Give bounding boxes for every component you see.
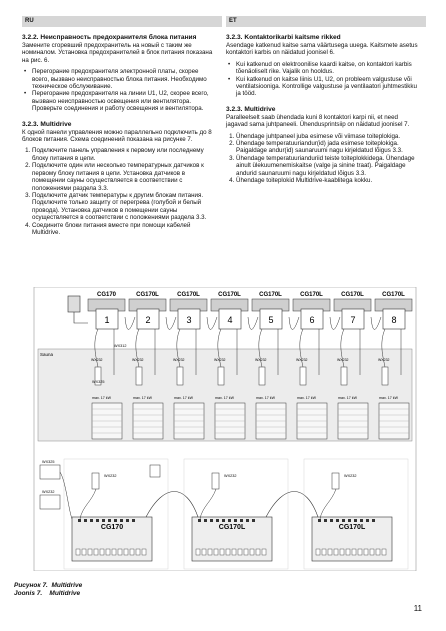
- cable-label-wx325: WX325: [92, 380, 105, 384]
- connector-pin: [120, 519, 123, 522]
- cable-label-wx232: WX232: [378, 358, 390, 362]
- section-title-fuse: 3.2.2. Неисправность предохранителя блока питания: [22, 34, 197, 41]
- multidrive-cable: [125, 317, 135, 330]
- heater-power-label: max. 17 kW: [174, 396, 193, 400]
- terminal-block: [370, 549, 374, 555]
- cable-label-wx232: WX232: [255, 358, 267, 362]
- unit-model-label: CG170L: [177, 292, 200, 298]
- cable-label-wx232: WX232: [173, 358, 185, 362]
- connector-pin: [84, 519, 87, 522]
- terminal-block: [376, 549, 380, 555]
- terminal-block: [358, 549, 362, 555]
- cable-label-wx312: WX312: [114, 344, 127, 348]
- unit-model-label: CG170: [96, 292, 117, 298]
- connector-pin: [372, 519, 375, 522]
- unit-model-label: CG170L: [218, 292, 241, 298]
- list-item: 4. Ühendage toiteplokid Multidrive-kaablitega kokku.: [236, 177, 420, 184]
- connector-pin: [324, 519, 327, 522]
- multidrive-cable: [330, 317, 340, 330]
- connector-pin: [228, 519, 231, 522]
- list-item: 2. Ühendage temperatuuriandur(id) jada esimese toiteplokiga. Paigaldage andur(id) saunaruumi nagu kirjeldatud lõigus 3.3.: [236, 140, 420, 155]
- unit-number: 2: [145, 315, 151, 325]
- caption-label-ru: Рисунок 7.: [14, 582, 48, 589]
- unit-model-label: CG170L: [382, 292, 405, 298]
- terminal-block: [130, 549, 134, 555]
- multidrive-cable: [146, 492, 198, 518]
- connector-pin: [198, 519, 201, 522]
- connector-pin: [240, 519, 243, 522]
- connector-pin: [222, 519, 225, 522]
- connector-pin: [342, 519, 345, 522]
- terminal-block: [334, 549, 338, 555]
- temperature-sensor: [382, 367, 388, 385]
- connector-pin: [78, 519, 81, 522]
- terminal-block: [142, 549, 146, 555]
- terminal-block: [244, 549, 248, 555]
- terminal-block: [196, 549, 200, 555]
- unit-model-label: CG170L: [300, 292, 323, 298]
- cable-label-wx232: WX232: [132, 358, 144, 362]
- connector-pin: [204, 519, 207, 522]
- terminal-block: [226, 549, 230, 555]
- list-item: 1. Ühendage juhtpaneel juba esimese või viimase toiteplokiga.: [236, 133, 420, 140]
- list-item: 3. Ühendage temperatuurianduriid teiste toiteplokkidega. Ühendage ainult ülekuumenemiskaitse (valge ja sinine traat). Paigaldage andurid saunaruumi nagu kirjeldatud lõigus 3.3.: [236, 155, 420, 177]
- section-title-multidrive: 3.2.3. Multidrive: [22, 120, 72, 128]
- connector-pin: [348, 519, 351, 522]
- heater-power-label: max. 17 kW: [379, 396, 398, 400]
- sensor-cable: [80, 489, 96, 519]
- unit-number: 1: [104, 315, 110, 325]
- connector-pin: [96, 519, 99, 522]
- column-ru: [22, 34, 216, 236]
- cable-label-wx232: WX232: [214, 358, 226, 362]
- temperature-sensor: [218, 367, 224, 385]
- terminal-block: [382, 549, 386, 555]
- terminal-block: [364, 549, 368, 555]
- lang-tag-ru: RU: [25, 18, 34, 24]
- multidrive-cable: [371, 317, 381, 330]
- cable-label-wx232: WX232: [104, 474, 117, 478]
- terminal-block: [136, 549, 140, 555]
- steps-list-multidrive: [226, 133, 420, 185]
- list-item: 2. Подключите один или несколько температурных датчиков к первому блоку питания в цепи. Установка датчиков в помещении сауны осуществляется в соответствии с положениями раздела 3.3.: [32, 162, 216, 192]
- heater-power-label: max. 17 kW: [338, 396, 357, 400]
- terminal-block: [250, 549, 254, 555]
- terminal-block: [328, 549, 332, 555]
- column-et: [226, 34, 420, 185]
- list-item: • Перегорание предохранителя на линии U1, U2, скорее всего, вызвано неисправностью освещения или вентилятора. Проверьте соединения и работу освещения и вентилятора.: [32, 90, 216, 112]
- connector-pin: [108, 519, 111, 522]
- terminal-block: [346, 549, 350, 555]
- connector-pin: [210, 519, 213, 522]
- terminal-block: [106, 549, 110, 555]
- terminal-block: [220, 549, 224, 555]
- caption-label-et: Joonis 7.: [14, 590, 43, 597]
- unit-model-label: CG170L: [136, 292, 159, 298]
- cable-label-wx325: WX325: [42, 460, 55, 464]
- terminal-block: [256, 549, 260, 555]
- cable-label-wx232: WX232: [296, 358, 308, 362]
- section-title-fuse: 3.2.3. Kontaktorikarbi kaitsme rikked: [226, 34, 341, 41]
- section-paragraph-fuse: Asendage katkenud kaitse sama väärtusega uuega. Kaitsmete asetus kontaktori karbis on näidatud joonisel 6.: [226, 42, 418, 57]
- list-item: • Kui katkenud on kaitse liinis U1, U2, on probleem valgustuse või ventilatsiooniga. Kontrollige valgustuse ja ventilaatori juhtmestikku ja tööd.: [236, 76, 420, 98]
- heater-power-label: max. 17 kW: [92, 396, 111, 400]
- connector-pin: [246, 519, 249, 522]
- connector-pin: [114, 519, 117, 522]
- page-number: 11: [413, 604, 422, 613]
- unit-number: 4: [227, 315, 233, 325]
- terminal-block: [322, 549, 326, 555]
- unit-model-label: CG170L: [259, 292, 282, 298]
- cable-label-wx232: WX232: [224, 474, 237, 478]
- section-paragraph-multidrive: К одной панели управления можно параллельно подключить до 8 блоков питания. Схема соединений показана на рисунке 7.: [22, 128, 212, 144]
- control-panel-detail: [40, 465, 60, 479]
- heater-power-label: max. 17 kW: [133, 396, 152, 400]
- terminal-block: [88, 549, 92, 555]
- lang-header-ru: [22, 16, 222, 27]
- lang-header-et: [226, 16, 426, 27]
- terminal-block: [100, 549, 104, 555]
- terminal-block: [352, 549, 356, 555]
- lang-tag-et: ET: [229, 18, 237, 24]
- figure-caption: [14, 582, 82, 598]
- sensor-detail: [332, 473, 339, 489]
- terminal-block: [76, 549, 80, 555]
- multidrive-cable: [289, 317, 299, 330]
- connector-pin: [360, 519, 363, 522]
- multidrive-cable: [166, 317, 176, 330]
- unit-number: 8: [391, 315, 397, 325]
- steps-list-multidrive: [22, 147, 216, 236]
- heater-power-label: max. 17 kW: [297, 396, 316, 400]
- cable-label-wx232: WX232: [344, 474, 357, 478]
- list-item: 1. Подключите панель управления к первому или последнему блоку питания в цепи.: [32, 147, 216, 162]
- list-item: 3. Подключите датчик температуры к другим блокам питания. Подключите только защиту от перегрева (голубой и белый провода). Установка датчиков в помещении сауны осуществляется в соответствии с положениями раздела 3.3.: [32, 192, 216, 222]
- connector-pin: [234, 519, 237, 522]
- sensor-cable: [200, 489, 216, 519]
- terminal-block: [232, 549, 236, 555]
- temperature-sensor: [300, 367, 306, 385]
- sauna-label: Sauna: [40, 352, 54, 357]
- connector-pin: [354, 519, 357, 522]
- temperature-sensor: [136, 367, 142, 385]
- unit-number: 5: [268, 315, 274, 325]
- multidrive-diagram-svg: [30, 287, 418, 571]
- terminal-block: [208, 549, 212, 555]
- temperature-sensor: [341, 367, 347, 385]
- connector-pin: [336, 519, 339, 522]
- list-item: • Kui katkenud on elektroonilise kaardi kaitse, on kontaktori karbis tõenäoliselt rike. Vajalik on hooldus.: [236, 61, 420, 76]
- terminal-block: [202, 549, 206, 555]
- multidrive-cable: [266, 492, 318, 518]
- terminal-block: [316, 549, 320, 555]
- terminal-block: [124, 549, 128, 555]
- terminal-block: [262, 549, 266, 555]
- connector-pin: [330, 519, 333, 522]
- terminal-block: [94, 549, 98, 555]
- heater-power-label: max. 17 kW: [256, 396, 275, 400]
- unit-number: 6: [309, 315, 315, 325]
- caption-text-et: Multidrive: [49, 590, 81, 597]
- control-panel: [68, 296, 80, 312]
- unit-model-label: CG170L: [341, 292, 364, 298]
- board-model-label: CG170L: [338, 524, 366, 531]
- heater-power-label: max. 17 kW: [215, 396, 234, 400]
- connector-pin: [102, 519, 105, 522]
- unit-number: 3: [186, 315, 192, 325]
- bullet-list-fuse: [22, 68, 216, 112]
- sensor-detail: [92, 473, 99, 489]
- temperature-sensor: [259, 367, 265, 385]
- terminal-block: [340, 549, 344, 555]
- bullet-list-fuse: [226, 61, 420, 98]
- connector-pin: [126, 519, 129, 522]
- section-paragraph-fuse: Замените сгоревший предохранитель на новый с таким же номиналом. Установка предохранителей в блок питания показана на рис. 6.: [22, 42, 213, 64]
- sensor-cable: [320, 489, 336, 519]
- terminal-block: [112, 549, 116, 555]
- overheat-sensor: [150, 465, 160, 477]
- sensor-detail: [212, 473, 219, 489]
- list-item: 4. Соедините блоки питания вместе при помощи кабелей Multidrive.: [32, 222, 216, 237]
- sensor-box-detail: [40, 495, 60, 509]
- terminal-block: [214, 549, 218, 555]
- cable-label-wx232: WX232: [337, 358, 349, 362]
- board-model-label: CG170: [100, 524, 124, 531]
- control-cable: [74, 312, 88, 323]
- connector-pin: [132, 519, 135, 522]
- connector-pin: [366, 519, 369, 522]
- multidrive-cable: [248, 317, 258, 330]
- control-cable: [60, 472, 72, 519]
- connector-pin: [216, 519, 219, 522]
- terminal-block: [118, 549, 122, 555]
- unit-number: 7: [350, 315, 356, 325]
- section-title-multidrive: 3.2.3. Multidrive: [226, 105, 276, 113]
- cable-label-wx232: WX232: [91, 358, 103, 362]
- cable-label-wx232: WX232: [42, 490, 55, 494]
- caption-text-ru: Multidrive: [51, 582, 83, 589]
- multidrive-diagram: [30, 287, 418, 571]
- list-item: • Перегорание предохранителя электронной платы, скорее всего, вызвано неисправностью блока питания. Необходимо техническое обслуживание.: [32, 68, 216, 90]
- connector-pin: [90, 519, 93, 522]
- temperature-sensor: [177, 367, 183, 385]
- connector-pin: [252, 519, 255, 522]
- terminal-block: [238, 549, 242, 555]
- terminal-block: [82, 549, 86, 555]
- connector-pin: [318, 519, 321, 522]
- board-model-label: CG170L: [218, 524, 246, 531]
- section-paragraph-multidrive: Paralleelselt saab ühendada kuni 8 kontaktori karpi nii, et need jagavad sama juhtpaneeli. Ühendusprintsiip on näidatud joonisel 7.: [226, 113, 410, 129]
- multidrive-cable: [207, 317, 217, 330]
